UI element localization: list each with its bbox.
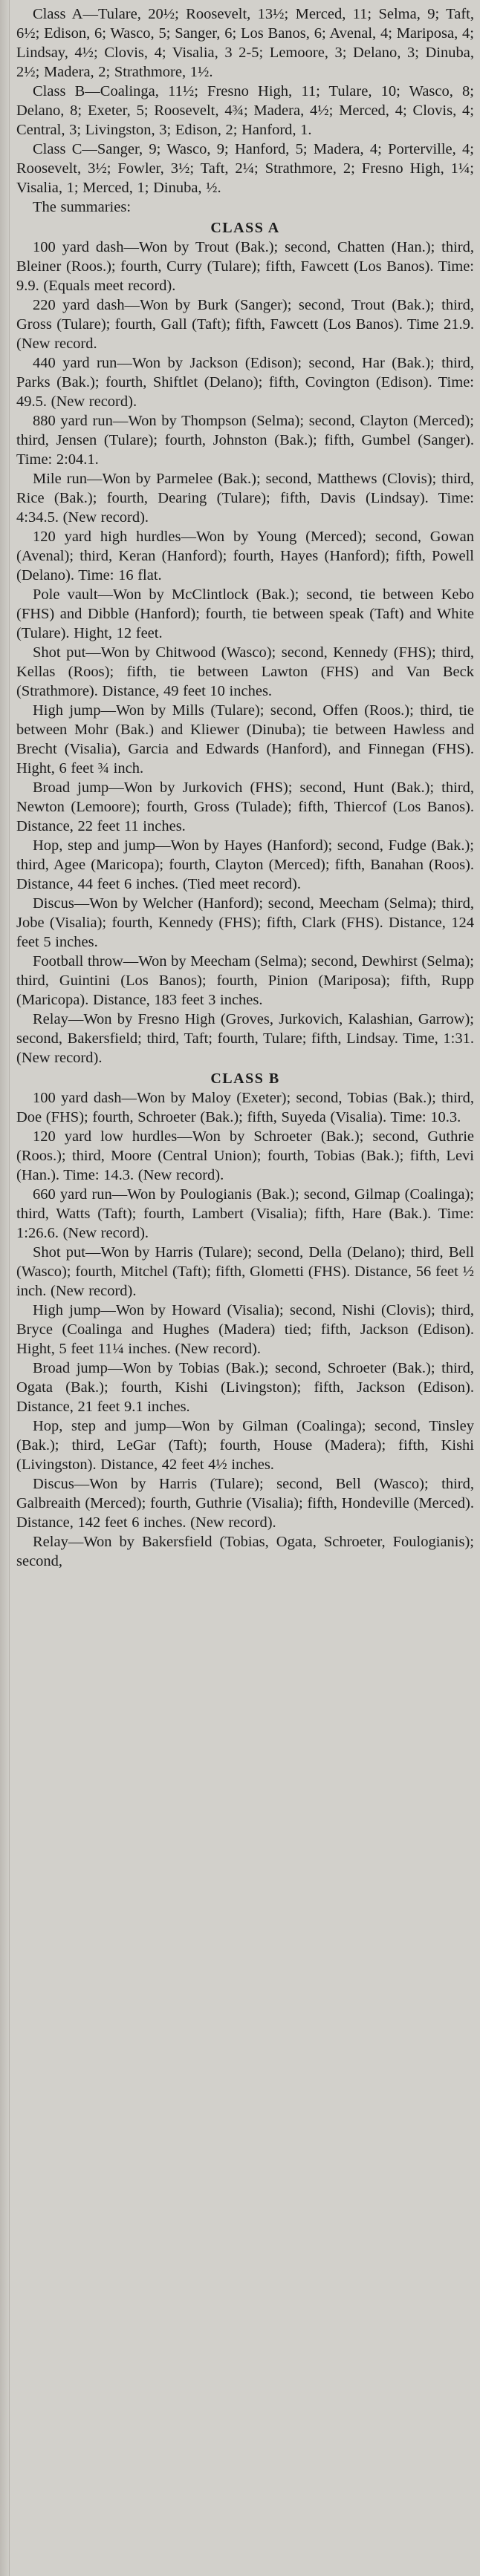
event-summary: 220 yard dash—Won by Burk (Sanger); second, Trout (Bak.); third, Gross (Tulare); fourth, Gall (Taft); fifth, Fawcett (Los Banos). Time 21.9. (New record.	[16, 297, 474, 352]
standings-class-b: Class B—Coalinga, 11½; Fresno High, 11; Tulare, 10; Wasco, 8; Delano, 8; Exeter, 5; Roosevelt, 4¾; Madera, 4½; Merced, 4; Clovis, 4; Central, 3; Livingston, 3; Edison, 2; Hanford, 1.	[16, 83, 474, 138]
article-column	[16, 4, 474, 1571]
class-a-heading: CLASS A	[210, 220, 280, 236]
event-summary: 120 yard low hurdles—Won by Schroeter (Bak.); second, Guthrie (Roos.); third, Moore (Central Union); fourth, Tobias (Bak.); fifth, Levi (Han.). Time: 14.3. (New record).	[16, 1128, 474, 1183]
summaries-label: The summaries:	[33, 199, 132, 215]
event-summary: Football throw—Won by Meecham (Selma); second, Dewhirst (Selma); third, Guintini (Los Banos); fourth, Pinion (Mariposa); fifth, Rupp (Maricopa). Distance, 183 feet 3 inches.	[16, 953, 474, 1008]
event-summary: Broad jump—Won by Jurkovich (FHS); second, Hunt (Bak.); third, Newton (Lemoore); fourth, Gross (Tulade); fifth, Thiercof (Los Banos). Distance, 22 feet 11 inches.	[16, 779, 474, 834]
event-summary: Relay—Won by Fresno High (Groves, Jurkovich, Kalashian, Garrow); second, Bakersfield; third, Taft; fourth, Tulare; fifth, Lindsay. Time, 1:31. (New record).	[16, 1011, 474, 1066]
event-summary: Shot put—Won by Harris (Tulare); second, Della (Delano); third, Bell (Wasco); fourth, Mitchel (Taft); fifth, Glometti (FHS). Distance, 56 feet ½ inch. (New record).	[16, 1244, 474, 1299]
event-summary: Discus—Won by Welcher (Hanford); second, Meecham (Selma); third, Jobe (Visalia); fourth, Kennedy (FHS); fifth, Clark (FHS). Distance, 124 feet 5 inches.	[16, 895, 474, 950]
event-summary: Broad jump—Won by Tobias (Bak.); second, Schroeter (Bak.); third, Ogata (Bak.); fourth, Kishi (Livingston); fifth, Jackson (Edison). Distance, 21 feet 9.1 inches.	[16, 1360, 474, 1415]
standings-class-a: Class A—Tulare, 20½; Roosevelt, 13½; Merced, 11; Selma, 9; Taft, 6½; Edison, 6; Wasco, 5; Sanger, 6; Los Banos, 6; Avenal, 4; Mariposa, 4; Lindsay, 4½; Clovis, 4; Visalia, 3 2-5; Lemoore, 3; Delano, 3; Dinuba, 2½; Madera, 2; Strathmore, 1½.	[16, 6, 474, 80]
event-summary: 100 yard dash—Won by Trout (Bak.); second, Chatten (Han.); third, Bleiner (Roos.); fourth, Curry (Tulare); fifth, Fawcett (Los Banos). Time: 9.9. (Equals meet record).	[16, 239, 474, 294]
event-summary: Relay—Won by Bakersfield (Tobias, Ogata, Schroeter, Foulogianis); second,	[16, 1534, 474, 1569]
event-summary: Hop, step and jump—Won by Hayes (Hanford); second, Fudge (Bak.); third, Agee (Maricopa); fourth, Clayton (Merced); fifth, Banahan (Roos). Distance, 44 feet 6 inches. (Tied meet record).	[16, 837, 474, 892]
event-summary: Hop, step and jump—Won by Gilman (Coalinga); second, Tinsley (Bak.); third, LeGar (Taft); fourth, House (Madera); fifth, Kishi (Livingston). Distance, 42 feet 4½ inches.	[16, 1418, 474, 1473]
event-summary: 100 yard dash—Won by Maloy (Exeter); second, Tobias (Bak.); third, Doe (FHS); fourth, Schroeter (Bak.); fifth, Suyeda (Visalia). Time: 10.3.	[16, 1090, 474, 1125]
event-summary: 120 yard high hurdles—Won by Young (Merced); second, Gowan (Avenal); third, Keran (Hanford); fourth, Hayes (Hanford); fifth, Powell (Delano). Time: 16 flat.	[16, 529, 474, 583]
event-summary: High jump—Won by Mills (Tulare); second, Offen (Roos.); third, tie between Mohr (Bak.) and Kliewer (Dinuba); tie between Hawless and Brecht (Visalia), Garcia and Edwards (Hanford), and Finnegan (FHS). Hight, 6 feet ¾ inch.	[16, 702, 474, 777]
event-summary: High jump—Won by Howard (Visalia); second, Nishi (Clovis); third, Bryce (Coalinga and Hughes (Madera) tied; fifth, Jackson (Edison). Hight, 5 feet 11¼ inches. (New record).	[16, 1302, 474, 1357]
standings-class-c: Class C—Sanger, 9; Wasco, 9; Hanford, 5; Madera, 4; Porterville, 4; Roosevelt, 3½; Fowler, 3½; Taft, 2¼; Strathmore, 2; Fresno High, 1¼; Visalia, 1; Merced, 1; Dinuba, ½.	[16, 141, 474, 196]
event-summary: Pole vault—Won by McClintlock (Bak.); second, tie between Kebo (FHS) and Dibble (Hanford); fourth, tie between speak (Taft) and White (Tulare). Hight, 12 feet.	[16, 586, 474, 641]
event-summary: 440 yard run—Won by Jackson (Edison); second, Har (Bak.); third, Parks (Bak.); fourth, Shiftlet (Delano); fifth, Covington (Edison). Time: 49.5. (New record).	[16, 355, 474, 410]
page-gutter	[0, 0, 10, 2576]
event-summary: Mile run—Won by Parmelee (Bak.); second, Matthews (Clovis); third, Rice (Bak.); fourth, Dearing (Tulare); fifth, Davis (Lindsay). Time: 4:34.5. (New record).	[16, 471, 474, 526]
class-b-heading: CLASS B	[210, 1070, 280, 1087]
event-summary: Shot put—Won by Chitwood (Wasco); second, Kennedy (FHS); third, Kellas (Roos); fifth, tie between Lawton (FHS) and Van Beck (Strathmore). Distance, 49 feet 10 inches.	[16, 644, 474, 699]
event-summary: 660 yard run—Won by Poulogianis (Bak.); second, Gilmap (Coalinga); third, Watts (Taft); fourth, Lambert (Visalia); fifth, Hare (Bak.). Time: 1:26.6. (New record).	[16, 1186, 474, 1241]
event-summary: Discus—Won by Harris (Tulare); second, Bell (Wasco); third, Galbreaith (Merced); fourth, Guthrie (Visalia); fifth, Hondeville (Merced). Distance, 142 feet 6 inches. (New record).	[16, 1476, 474, 1531]
event-summary: 880 yard run—Won by Thompson (Selma); second, Clayton (Merced); third, Jensen (Tulare); fourth, Johnston (Bak.); fifth, Gumbel (Sanger). Time: 2:04.1.	[16, 413, 474, 468]
